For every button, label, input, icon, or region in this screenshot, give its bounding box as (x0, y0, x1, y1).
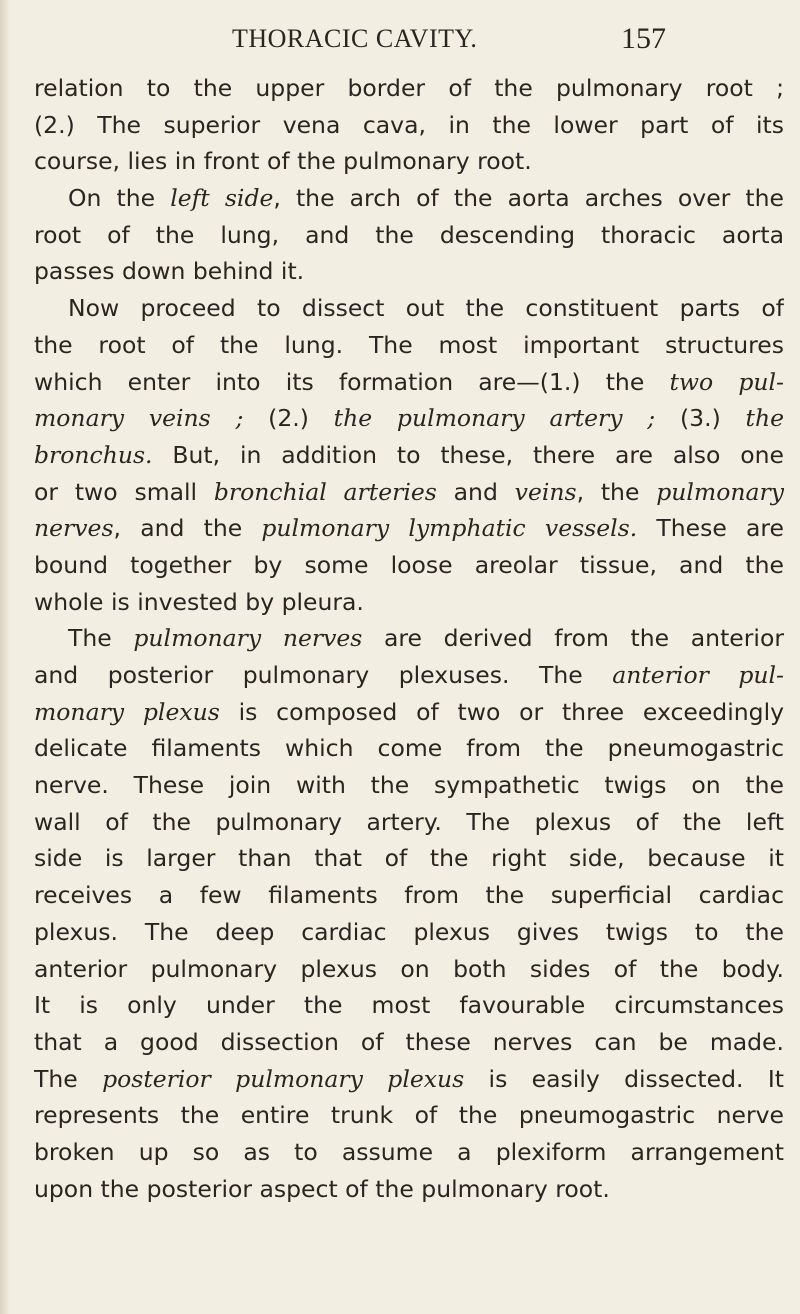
text-run: wall of the pulmonary artery. The plexus of the left (34, 807, 784, 836)
text-run: which enter into its formation are—(1.) the (34, 367, 670, 396)
text-line (34, 1061, 784, 1098)
text-line (34, 840, 784, 877)
text-run: passes down behind it. (34, 257, 305, 286)
italic-term: anterior pul- (612, 661, 784, 689)
text-line (34, 584, 784, 621)
text-line-content (34, 1171, 784, 1208)
text-line (34, 180, 784, 217)
text-run: that a good dissection of these nerves can be made. (34, 1027, 784, 1056)
page-number: 157 (621, 22, 666, 55)
text-run: root of the lung, and the descending thoracic aorta (34, 220, 784, 249)
text-line-content (34, 107, 784, 144)
text-run: (2.) The superior vena cava, in the lower part of its (34, 110, 784, 139)
text-line-content (34, 730, 784, 767)
text-line-content (34, 327, 784, 364)
text-line-content (34, 1134, 784, 1171)
text-line (34, 620, 784, 657)
text-line-content (34, 767, 784, 804)
text-run: The (68, 624, 134, 653)
text-line-content (34, 951, 784, 988)
text-run: , the (576, 477, 657, 506)
italic-term: monary plexus (34, 697, 220, 726)
text-line (34, 1134, 784, 1171)
text-line (34, 1097, 784, 1134)
text-line-content (34, 840, 784, 877)
italic-term: bronchus. (34, 440, 153, 469)
text-run: , and the (113, 514, 262, 543)
text-line-content (68, 290, 784, 327)
text-line (34, 804, 784, 841)
text-run: or two small (34, 477, 214, 506)
text-line (34, 877, 784, 914)
text-line-content (34, 877, 784, 914)
text-line-content (34, 657, 784, 694)
text-line (34, 510, 784, 547)
italic-term: the pulmonary artery ; (333, 404, 656, 433)
italic-term: pulmonary lymphatic vessels. (261, 514, 638, 543)
text-run: are derived from the anterior (362, 624, 784, 653)
text-run: , the arch of the aorta arches over the (273, 184, 784, 213)
text-line (34, 217, 784, 254)
italic-term: monary veins ; (34, 404, 244, 433)
text-line-content (34, 584, 784, 621)
text-line-content (68, 180, 784, 217)
text-line (34, 767, 784, 804)
text-line-content (34, 70, 784, 107)
text-run: (3.) (655, 404, 746, 433)
text-run: plexus. The deep cardiac plexus gives twigs to the (34, 917, 784, 946)
text-line-content (34, 547, 784, 584)
text-run: delicate filaments which come from the pneumogastric (34, 734, 784, 763)
text-run: nerve. These join with the sympathetic twigs on the (34, 771, 784, 800)
text-line-content (34, 510, 784, 547)
text-line-content (34, 217, 784, 254)
italic-term: posterior pulmonary plexus (102, 1064, 465, 1093)
text-line-content (34, 437, 784, 474)
running-title: THORACIC CAVITY. (232, 24, 478, 53)
italic-term: bronchial arteries (213, 477, 437, 506)
text-line-content (34, 1024, 784, 1061)
text-run: relation to the upper border of the pulmonary root ; (34, 74, 784, 102)
text-line-content (34, 914, 784, 951)
text-line (34, 474, 784, 511)
body-text (34, 70, 784, 1207)
text-run: These are (637, 514, 784, 543)
text-line (34, 143, 784, 180)
text-line (34, 730, 784, 767)
text-run: is composed of two or three exceedingly (219, 697, 784, 726)
text-line (34, 914, 784, 951)
page-gutter-shadow (0, 0, 10, 1314)
text-run: whole is invested by pleura. (34, 587, 364, 616)
text-line (34, 1024, 784, 1061)
text-line (34, 290, 784, 327)
text-line (34, 400, 784, 437)
text-run: bound together by some loose areolar tissue, and the (34, 550, 784, 579)
text-line (34, 694, 784, 731)
text-line-content (34, 1061, 784, 1098)
text-line-content (34, 694, 784, 731)
text-run: (2.) (243, 404, 334, 433)
text-run: The (34, 1064, 103, 1093)
text-line (34, 951, 784, 988)
text-run: On the (68, 184, 171, 213)
text-run: course, lies in front of the pulmonary root. (34, 147, 532, 176)
text-line-content (68, 620, 784, 657)
text-run: upon the posterior aspect of the pulmonary root. (34, 1174, 610, 1203)
text-line-content (34, 364, 784, 401)
italic-term: veins (514, 477, 577, 506)
text-line (34, 327, 784, 364)
text-line-content (34, 1097, 784, 1134)
text-line (34, 70, 784, 107)
text-run: anterior pulmonary plexus on both sides of the body. (34, 954, 784, 983)
page-header (0, 22, 800, 62)
text-run: and (436, 477, 515, 506)
text-line-content (34, 400, 784, 437)
text-run: side is larger than that of the right side, because it (34, 844, 784, 873)
text-run: and posterior pulmonary plexuses. The (34, 661, 613, 689)
italic-term: two pul- (669, 367, 784, 396)
text-run: the root of the lung. The most important structures (34, 330, 784, 359)
text-line (34, 364, 784, 401)
text-line-content (34, 474, 784, 511)
text-run: receives a few filaments from the superficial cardiac (34, 881, 784, 910)
text-line (34, 437, 784, 474)
text-line-content (34, 987, 784, 1024)
text-line-content (34, 143, 784, 180)
text-run: is easily dissected. It (464, 1064, 784, 1093)
text-line (34, 657, 784, 694)
text-line (34, 1171, 784, 1208)
italic-term: the (745, 404, 784, 433)
text-run: represents the entire trunk of the pneumogastric nerve (34, 1101, 784, 1130)
text-run: But, in addition to these, there are also one (152, 440, 784, 469)
italic-term: pulmonary nerves (133, 624, 363, 653)
text-line (34, 107, 784, 144)
text-run: broken up so as to assume a plexiform arrangement (34, 1137, 784, 1166)
italic-term: nerves (34, 514, 114, 543)
text-run: It is only under the most favourable circumstances (34, 991, 784, 1020)
italic-term: left side (170, 184, 274, 213)
text-line-content (34, 253, 784, 290)
text-line (34, 987, 784, 1024)
italic-term: pulmonary (656, 477, 784, 506)
text-line (34, 253, 784, 290)
text-line-content (34, 804, 784, 841)
text-line (34, 547, 784, 584)
text-run: Now proceed to dissect out the constituent parts of (68, 294, 784, 323)
